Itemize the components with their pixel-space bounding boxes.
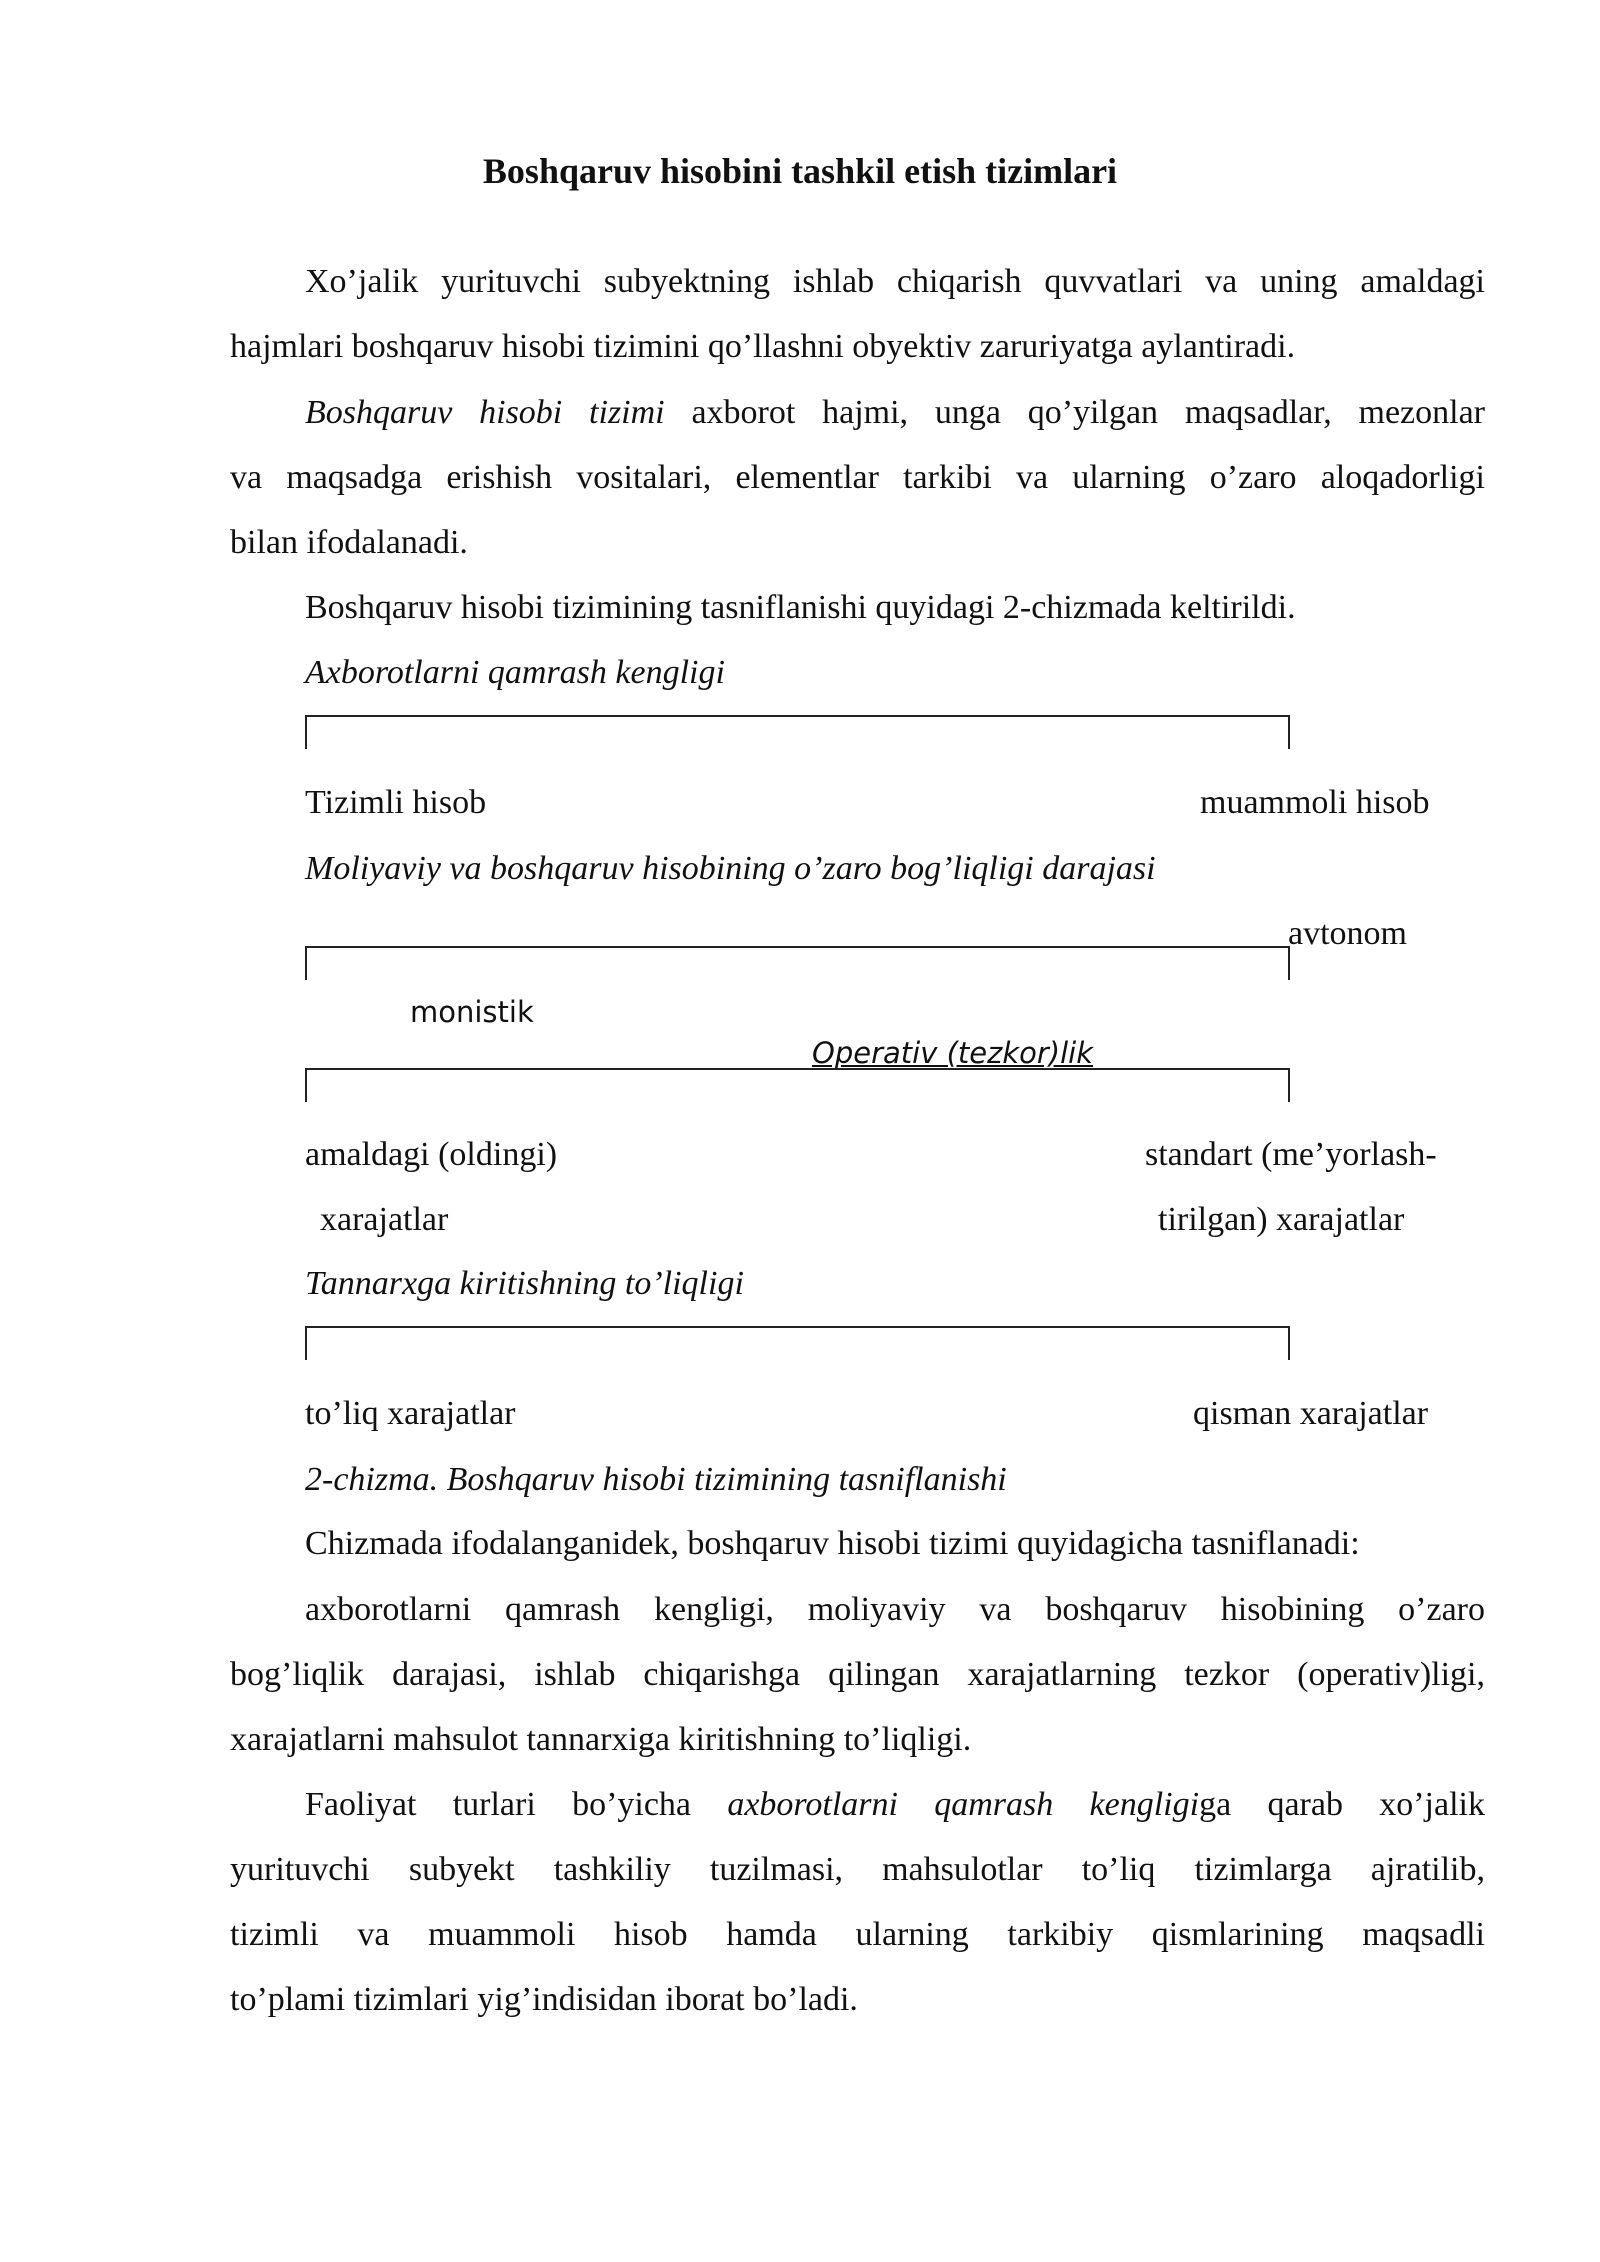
scale-2-right-label: avtonom [1288, 915, 1407, 952]
paragraph-6-line-2: yurituvchi subyekt tashkiliy tuzilmasi, mahsulotlar to’liq tizimlarga ajratilib, [230, 1851, 1485, 1888]
scale-3-bracket [305, 1068, 1290, 1102]
scale-4-bracket [305, 1326, 1290, 1360]
scale-2-heading: Moliyaviy va boshqaruv hisobining o’zaro bog’liqligi darajasi [305, 850, 1156, 887]
paragraph-5-line-1: axborotlarni qamrash kengligi, moliyaviy va boshqaruv hisobining o’zaro [305, 1591, 1485, 1628]
paragraph-2-line-1 [305, 393, 1485, 433]
scale-1-heading: Axborotlarni qamrash kengligi [305, 654, 725, 691]
paragraph-1-line-1: Xo’jalik yurituvchi subyektning ishlab chiqarish quvvatlari va uning amaldagi [305, 263, 1485, 300]
paragraph-4: Chizmada ifodalanganidek, boshqaruv hisobi tizimi quyidagicha tasniflanadi: [305, 1525, 1360, 1562]
scale-4-right-label: qisman xarajatlar [1193, 1395, 1429, 1432]
paragraph-3: Boshqaruv hisobi tizimining tasniflanishi quyidagi 2-chizmada keltirildi. [305, 589, 1296, 626]
paragraph-2-line-2: va maqsadga erishish vositalari, elementlar tarkibi va ularning o’zaro aloqadorligi [230, 459, 1485, 496]
scale-2-bracket [305, 946, 1290, 980]
scale-2-left-label: monistik [410, 995, 534, 1029]
paragraph-1-line-2: hajmlari boshqaruv hisobi tizimini qo’llashni obyektiv zaruriyatga aylantiradi. [230, 328, 1296, 365]
paragraph-2-line-1-rest: axborot hajmi, unga qo’yilgan maqsadlar, mezonlar [664, 394, 1485, 431]
scale-3-right-line-1: standart (me’yorlash- [1145, 1136, 1437, 1173]
scale-3-heading: Operativ (tezkor)lik [812, 1036, 1094, 1070]
scale-3-left-line-2: xarajatlar [320, 1201, 449, 1238]
scale-1-right-label: muammoli hisob [1200, 784, 1430, 821]
figure-caption: 2-chizma. Boshqaruv hisobi tizimining tasniflanishi [305, 1461, 1007, 1498]
paragraph-5-line-3: xarajatlarni mahsulot tannarxiga kiritishning to’liqligi. [230, 1721, 972, 1758]
scale-4-heading: Tannarxga kiritishning to’liqligi [305, 1265, 744, 1302]
paragraph-2-line-3: bilan ifodalanadi. [230, 524, 468, 561]
paragraph-5-line-2: bog’liqlik darajasi, ishlab chiqarishga qilingan xarajatlarning tezkor (operativ)ligi, [230, 1656, 1485, 1693]
scale-3-right-line-2: tirilgan) xarajatlar [1158, 1201, 1405, 1238]
paragraph-6-line-3: tizimli va muammoli hisob hamda ularning tarkibiy qismlarining maqsadli [230, 1916, 1485, 1953]
term-axborotlarni-qamrash-kengligi: axborotlarni qamrash kengligi [727, 1786, 1200, 1823]
scale-1-bracket [305, 715, 1290, 749]
paragraph-6-line-1-c: ga qarab xo’jalik [1199, 1786, 1485, 1823]
page-title: Boshqaruv hisobini tashkil etish tizimlari [482, 151, 1118, 191]
scale-1-left-label: Tizimli hisob [305, 784, 487, 821]
paragraph-6-line-4: to’plami tizimlari yig’indisidan iborat bo’ladi. [230, 1981, 858, 2018]
scale-3-left-line-1: amaldagi (oldingi) [305, 1136, 558, 1173]
term-boshqaruv-hisobi-tizimi: Boshqaruv hisobi tizimi [305, 394, 665, 431]
paragraph-6-line-1 [305, 1785, 1485, 1825]
scale-4-left-label: to’liq xarajatlar [305, 1395, 516, 1432]
paragraph-6-line-1-a: Faoliyat turlari bo’yicha [305, 1786, 728, 1823]
